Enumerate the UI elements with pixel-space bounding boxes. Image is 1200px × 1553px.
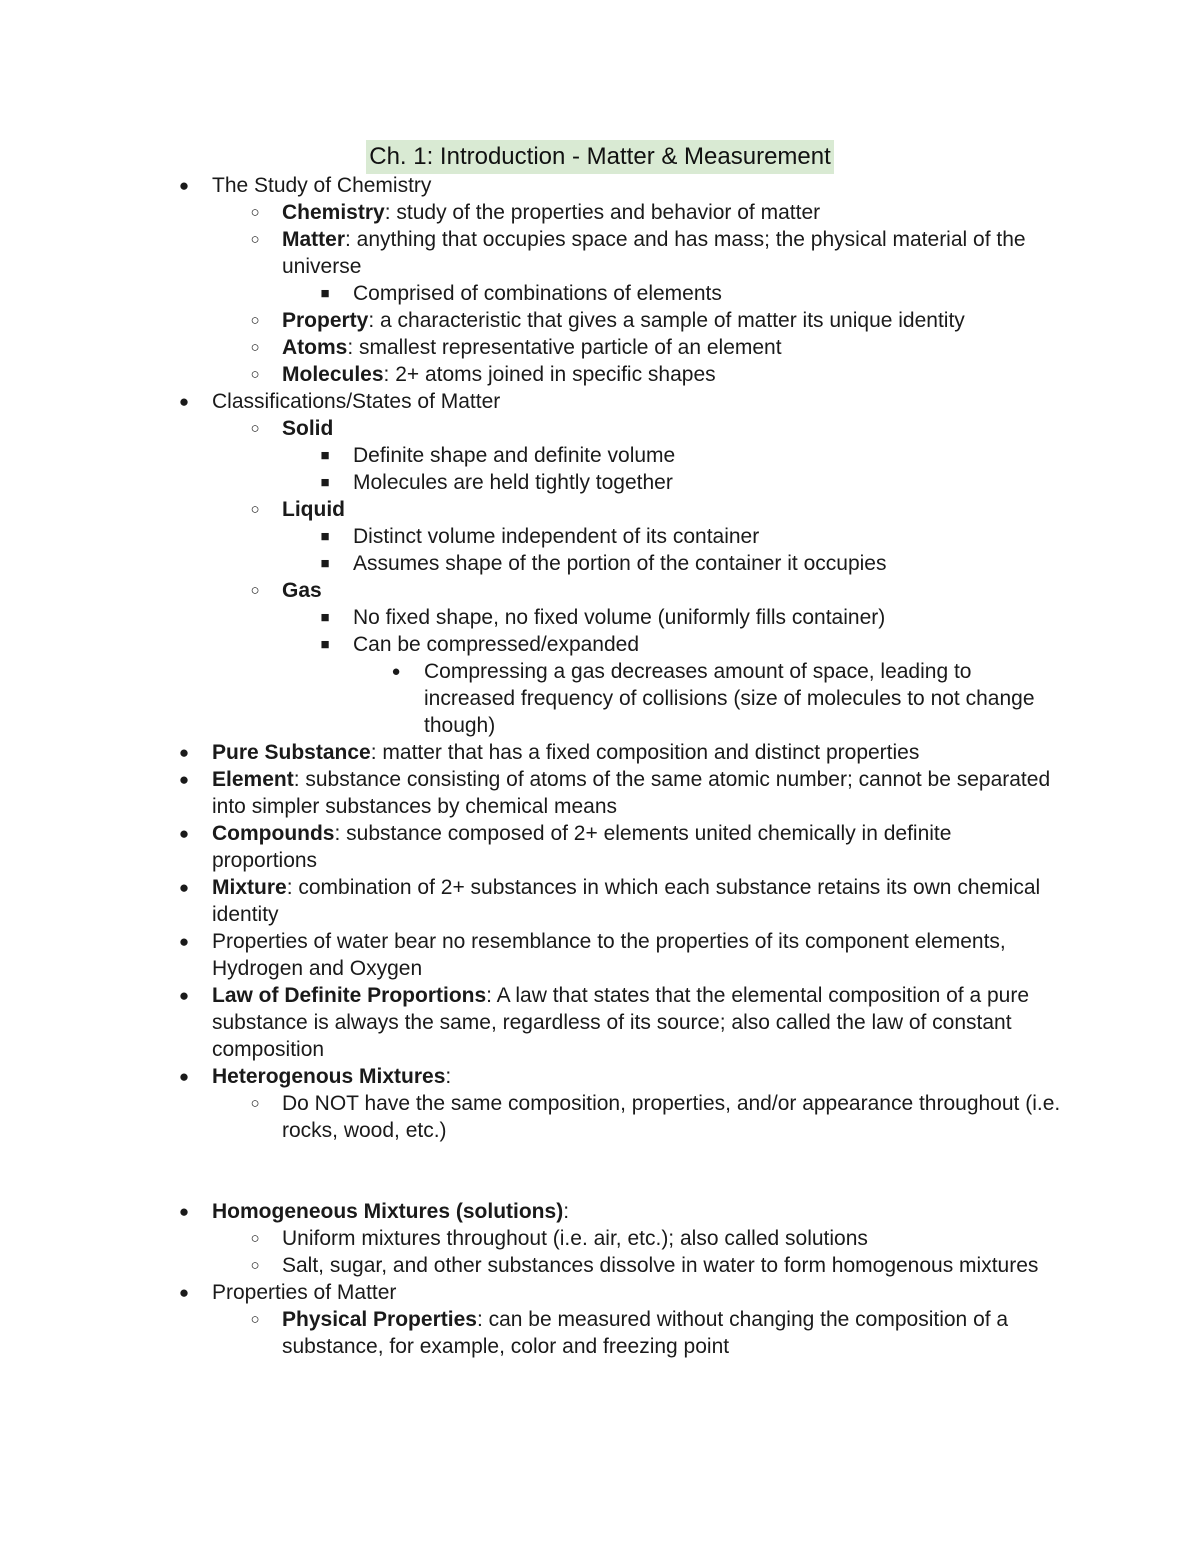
definition: : smallest representative particle of an element — [347, 336, 782, 359]
disc-bullet-icon: ● — [178, 932, 190, 951]
list-item-text — [353, 604, 1063, 631]
circle-bullet-icon: ○ — [250, 1257, 260, 1274]
page-title: Ch. 1: Introduction - Matter & Measurement — [366, 140, 834, 174]
list-item-text — [282, 226, 1062, 280]
definition: Distinct volume independent of its container — [353, 525, 760, 548]
definition: : matter that has a fixed composition and distinct properties — [370, 741, 920, 764]
definition: : anything that occupies space and has mass; the physical material of the universe — [282, 228, 1026, 278]
definition: Can be compressed/expanded — [353, 633, 640, 656]
list-item-text — [212, 766, 1062, 820]
disc-bullet-icon: ● — [178, 392, 190, 411]
definition: Assumes shape of the portion of the container it occupies — [353, 552, 887, 575]
notes-outline — [0, 172, 1200, 1360]
square-bullet-icon: ■ — [320, 528, 330, 545]
list-item-text — [212, 172, 1062, 199]
list-item — [0, 874, 1062, 928]
list-item — [0, 1252, 1062, 1279]
term: Gas — [282, 579, 322, 602]
square-bullet-icon: ■ — [320, 609, 330, 626]
list-item-text — [282, 361, 1062, 388]
list-item-text — [353, 280, 1063, 307]
disc-bullet-icon: ● — [178, 878, 190, 897]
definition: Salt, sugar, and other substances dissolve in water to form homogenous mixtures — [282, 1254, 1039, 1277]
list-item — [0, 496, 1062, 523]
circle-bullet-icon: ○ — [250, 1095, 260, 1112]
list-item — [0, 1063, 1062, 1090]
square-bullet-icon: ■ — [320, 447, 330, 464]
list-item — [0, 1090, 1062, 1144]
list-item-text — [282, 307, 1062, 334]
definition: : A law that states that the elemental composition of a pure substance is always the same, regardless of its source; also called the law of constant composition — [212, 984, 1029, 1061]
list-item — [0, 631, 1063, 658]
term: Homogeneous Mixtures (solutions) — [212, 1200, 564, 1223]
list-item-text — [282, 415, 1062, 442]
circle-bullet-icon: ○ — [250, 366, 260, 383]
list-item — [0, 928, 1062, 982]
square-bullet-icon: ■ — [320, 474, 330, 491]
disc-bullet-icon: ● — [178, 1202, 190, 1221]
list-item-text — [282, 199, 1062, 226]
term: Solid — [282, 417, 334, 440]
definition: Classifications/States of Matter — [212, 390, 501, 413]
definition: No fixed shape, no fixed volume (uniformly fills container) — [353, 606, 886, 629]
circle-bullet-icon: ○ — [250, 582, 260, 599]
list-item-text — [353, 550, 1063, 577]
disc-bullet-icon: ● — [178, 986, 190, 1005]
disc-bullet-icon: ● — [178, 176, 190, 195]
list-item-text — [424, 658, 1064, 739]
definition: : study of the properties and behavior of matter — [384, 201, 821, 224]
title-wrapper — [0, 140, 1200, 174]
list-item-text — [282, 1225, 1062, 1252]
disc-bullet-icon: ● — [178, 743, 190, 762]
list-item — [0, 982, 1062, 1063]
term: Matter — [282, 228, 346, 251]
list-item-text — [212, 739, 1062, 766]
list-item — [0, 361, 1062, 388]
blank-line — [0, 1144, 1200, 1198]
list-item — [0, 172, 1062, 199]
list-item-text — [212, 1198, 1062, 1225]
definition: : substance consisting of atoms of the same atomic number; cannot be separated into simpler substances by chemical means — [212, 768, 1051, 818]
circle-bullet-icon: ○ — [250, 204, 260, 221]
definition: : — [563, 1200, 570, 1223]
definition: : combination of 2+ substances in which each substance retains its own chemical identity — [212, 876, 1041, 926]
definition: : 2+ atoms joined in specific shapes — [383, 363, 716, 386]
term: Property — [282, 309, 369, 332]
list-item — [0, 820, 1062, 874]
square-bullet-icon: ■ — [320, 555, 330, 572]
term: Heterogenous Mixtures — [212, 1065, 446, 1088]
list-item-text — [282, 577, 1062, 604]
list-item-text — [282, 496, 1062, 523]
disc-bullet-icon: ● — [178, 1283, 190, 1302]
term: Mixture — [212, 876, 287, 899]
definition: Properties of water bear no resemblance to the properties of its component elements, Hydrogen and Oxygen — [212, 930, 1006, 980]
list-item — [0, 1198, 1062, 1225]
disc-bullet-icon: ● — [391, 663, 401, 680]
term: Law of Definite Proportions — [212, 984, 487, 1007]
list-item — [0, 1225, 1062, 1252]
list-item — [0, 334, 1062, 361]
list-item-text — [353, 631, 1063, 658]
list-item-text — [212, 928, 1062, 982]
list-item — [0, 604, 1063, 631]
list-item — [0, 577, 1062, 604]
list-item — [0, 1279, 1062, 1306]
list-item — [0, 550, 1063, 577]
list-item-text — [353, 469, 1063, 496]
definition: Uniform mixtures throughout (i.e. air, etc.); also called solutions — [282, 1227, 868, 1250]
list-item — [0, 523, 1063, 550]
circle-bullet-icon: ○ — [250, 1311, 260, 1328]
definition: The Study of Chemistry — [212, 174, 432, 197]
definition: Molecules are held tightly together — [353, 471, 673, 494]
list-item-text — [212, 874, 1062, 928]
circle-bullet-icon: ○ — [250, 501, 260, 518]
list-item-text — [282, 1252, 1062, 1279]
term: Molecules — [282, 363, 384, 386]
term: Atoms — [282, 336, 348, 359]
term: Compounds — [212, 822, 335, 845]
disc-bullet-icon: ● — [178, 1067, 190, 1086]
list-item — [0, 226, 1062, 280]
list-item-text — [353, 442, 1063, 469]
list-item-text — [282, 1090, 1062, 1144]
definition: Definite shape and definite volume — [353, 444, 676, 467]
circle-bullet-icon: ○ — [250, 312, 260, 329]
square-bullet-icon: ■ — [320, 636, 330, 653]
term: Liquid — [282, 498, 345, 521]
disc-bullet-icon: ● — [178, 824, 190, 843]
list-item-text — [212, 388, 1062, 415]
list-item — [0, 442, 1063, 469]
definition: : — [445, 1065, 452, 1088]
circle-bullet-icon: ○ — [250, 231, 260, 248]
term: Chemistry — [282, 201, 385, 224]
term: Physical Properties — [282, 1308, 477, 1331]
circle-bullet-icon: ○ — [250, 420, 260, 437]
list-item — [0, 415, 1062, 442]
list-item-text — [353, 523, 1063, 550]
list-item — [0, 388, 1062, 415]
definition: Comprised of combinations of elements — [353, 282, 722, 305]
list-item — [0, 307, 1062, 334]
list-item-text — [212, 1279, 1062, 1306]
definition: Do NOT have the same composition, properties, and/or appearance throughout (i.e. rocks, wood, etc.) — [282, 1092, 1061, 1142]
list-item-text — [212, 820, 1062, 874]
term: Pure Substance — [212, 741, 371, 764]
definition: : substance composed of 2+ elements united chemically in definite proportions — [212, 822, 952, 872]
list-item — [0, 280, 1063, 307]
list-item-text — [282, 334, 1062, 361]
definition: Properties of Matter — [212, 1281, 397, 1304]
definition: Compressing a gas decreases amount of space, leading to increased frequency of collisions (size of molecules to not change though) — [424, 660, 1035, 737]
list-item — [0, 739, 1062, 766]
list-item-text — [212, 1063, 1062, 1090]
list-item — [0, 766, 1062, 820]
list-item-text — [282, 1306, 1062, 1360]
list-item — [0, 199, 1062, 226]
circle-bullet-icon: ○ — [250, 1230, 260, 1247]
definition: : can be measured without changing the composition of a substance, for example, color and freezing point — [282, 1308, 1009, 1358]
disc-bullet-icon: ● — [178, 770, 190, 789]
definition: : a characteristic that gives a sample of matter its unique identity — [368, 309, 965, 332]
list-item — [0, 469, 1063, 496]
term: Element — [212, 768, 294, 791]
circle-bullet-icon: ○ — [250, 339, 260, 356]
list-item-text — [212, 982, 1062, 1063]
square-bullet-icon: ■ — [320, 285, 330, 302]
list-item — [0, 658, 1064, 739]
list-item — [0, 1306, 1062, 1360]
